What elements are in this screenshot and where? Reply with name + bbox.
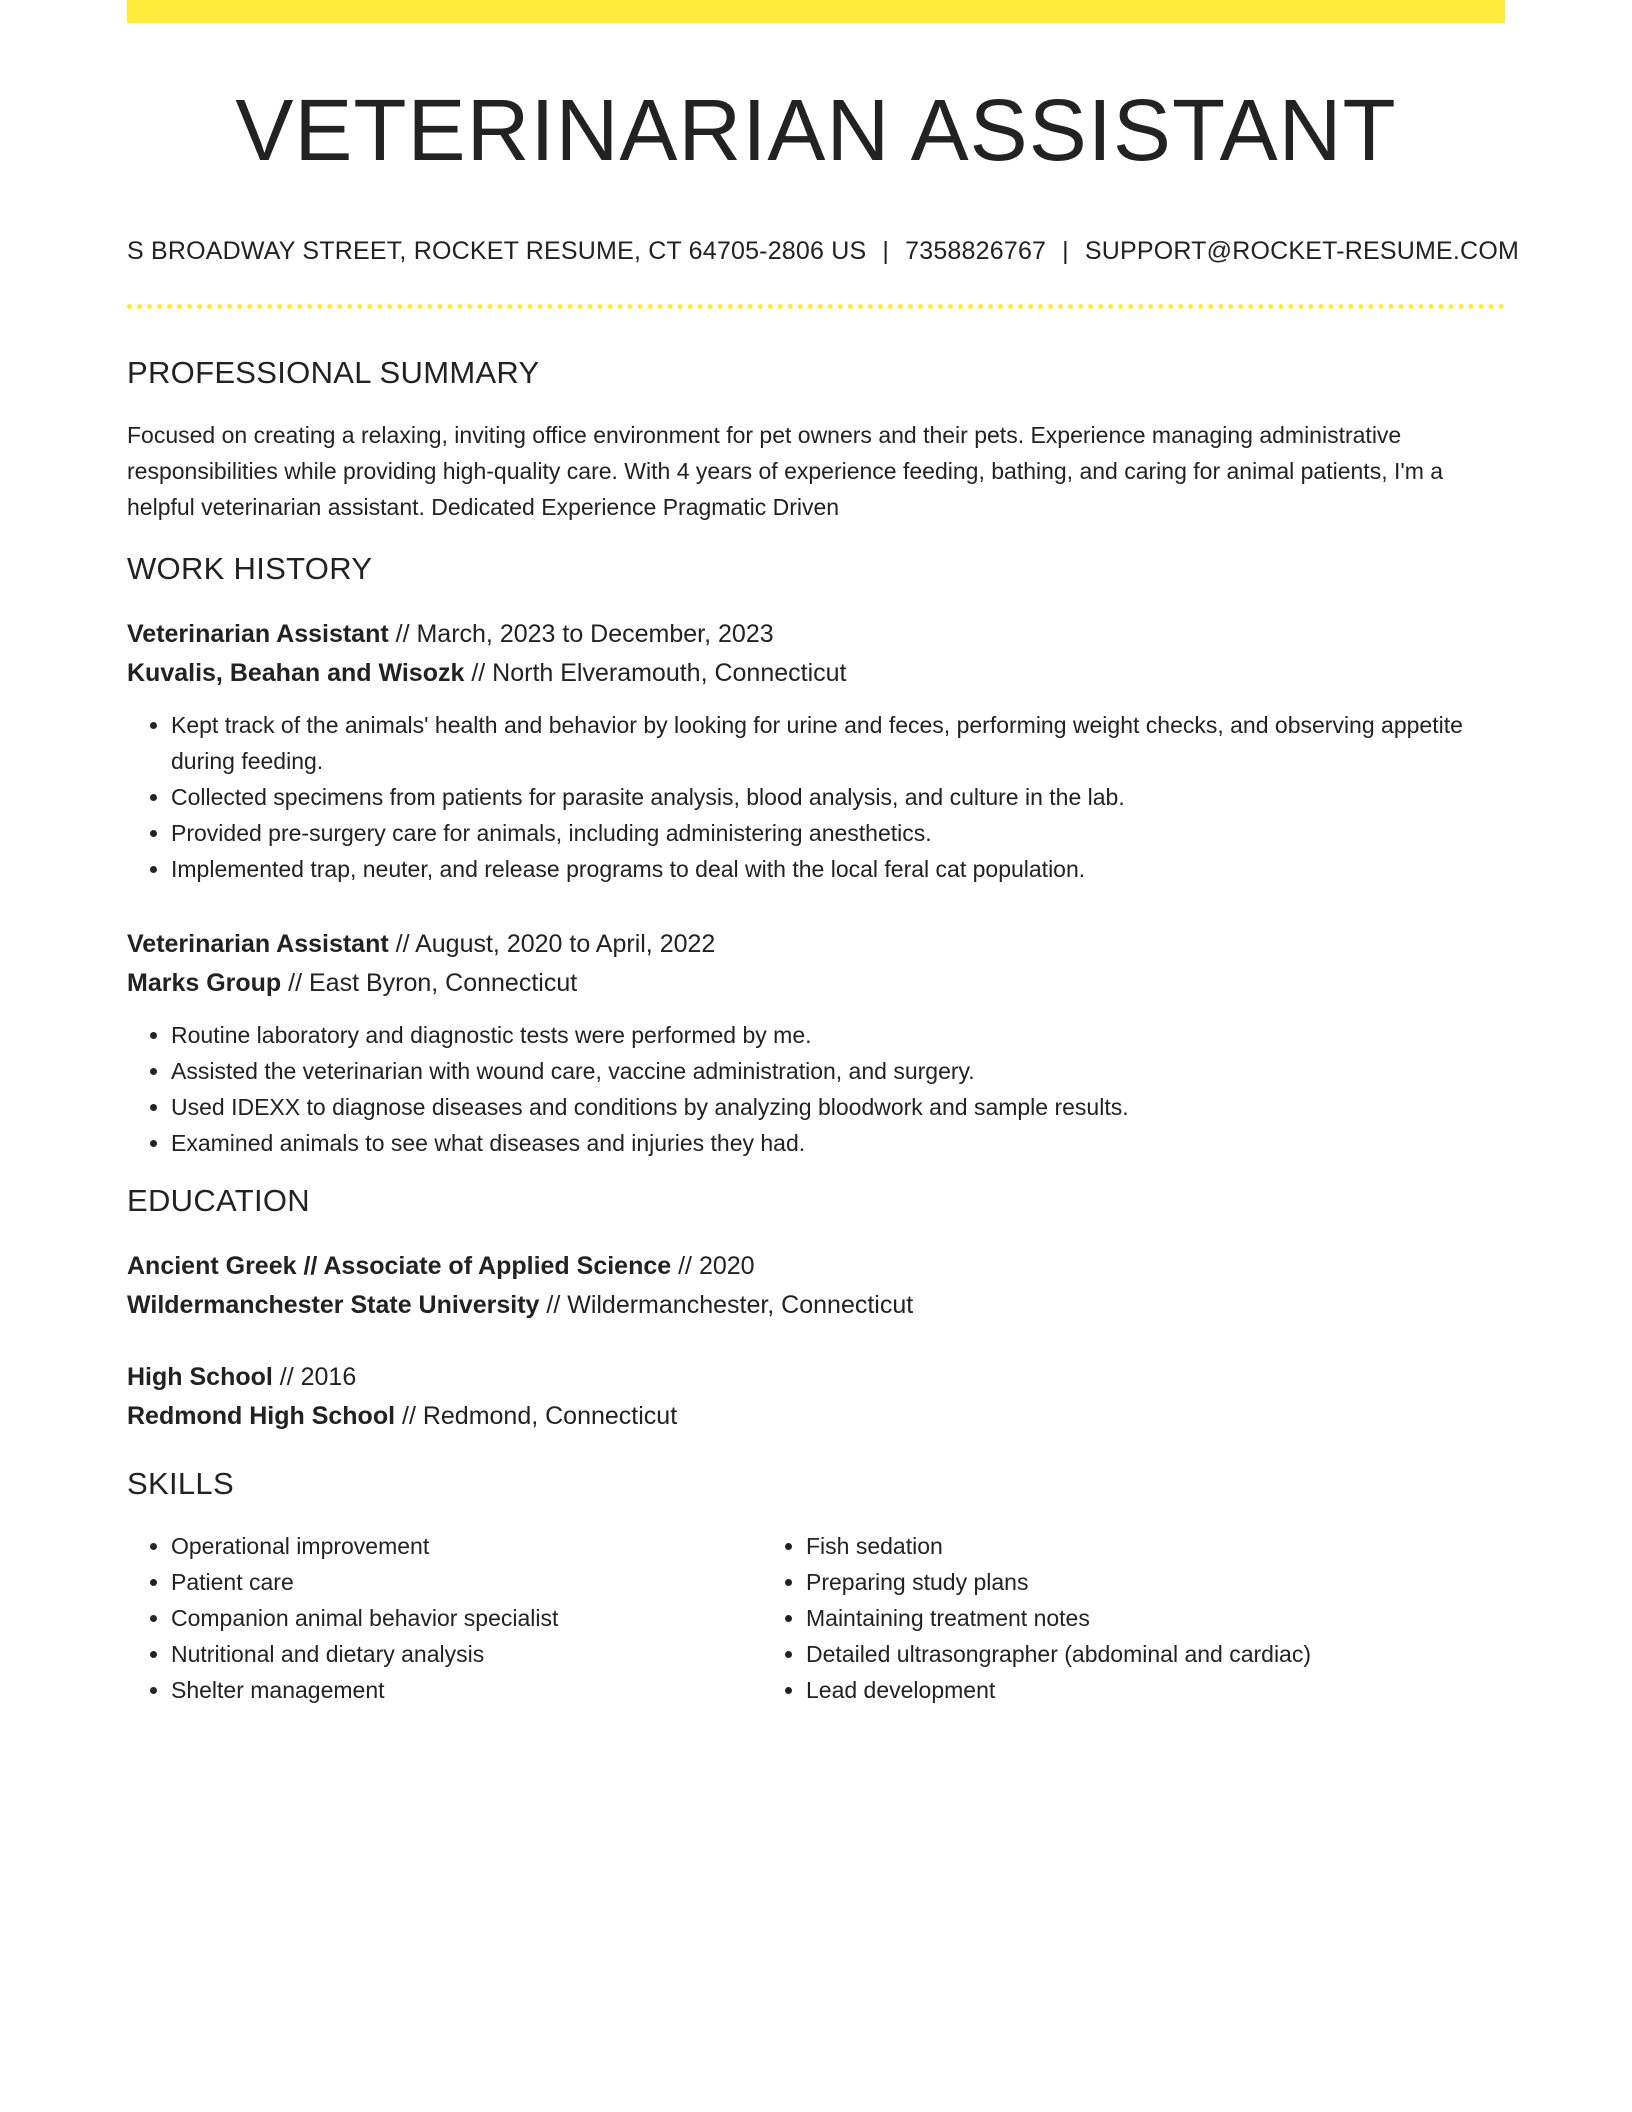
education-degree-line xyxy=(127,1358,1505,1397)
contact-phone: 7358826767 xyxy=(905,236,1047,265)
list-item: • Companion animal behavior specialist xyxy=(171,1600,762,1636)
job-location: // North Elveramouth, Connecticut xyxy=(464,658,847,687)
list-item: • Examined animals to see what diseases and injuries they had. xyxy=(171,1125,1505,1161)
job-title-line xyxy=(127,615,1505,654)
skills-left-list xyxy=(127,1528,762,1708)
education-entry xyxy=(127,1358,1505,1436)
education-year: // 2020 xyxy=(671,1251,755,1280)
education-degree: Ancient Greek // Associate of Applied Science xyxy=(127,1251,672,1280)
job-dates: // March, 2023 to December, 2023 xyxy=(388,619,774,648)
candidate-title: VETERINARIAN ASSISTANT xyxy=(235,82,1397,179)
job-entry xyxy=(127,615,1505,887)
list-item: • Maintaining treatment notes xyxy=(806,1600,1505,1636)
contact-separator: | xyxy=(1062,236,1069,265)
job-role: Veterinarian Assistant xyxy=(127,619,389,648)
education-location: // Wildermanchester, Connecticut xyxy=(539,1290,914,1319)
work-history-heading: WORK HISTORY xyxy=(127,550,373,586)
skills-columns xyxy=(127,1528,1505,1708)
list-item: • Used IDEXX to diagnose diseases and conditions by analyzing bloodwork and sample results. xyxy=(171,1089,1505,1125)
job-entry xyxy=(127,925,1505,1161)
education-school: Redmond High School xyxy=(127,1401,396,1430)
job-dates: // August, 2020 to April, 2022 xyxy=(388,929,716,958)
job-title-line xyxy=(127,925,1505,964)
education-degree: High School xyxy=(127,1362,273,1391)
resume-page xyxy=(127,0,1519,1708)
education-school-line xyxy=(127,1286,1505,1325)
education-location: // Redmond, Connecticut xyxy=(395,1401,678,1430)
list-item: • Lead development xyxy=(806,1672,1505,1708)
contact-separator: | xyxy=(882,236,890,265)
job-location: // East Byron, Connecticut xyxy=(281,968,578,997)
dotted-divider xyxy=(127,304,1505,309)
education-entry xyxy=(127,1247,1505,1325)
education-heading: EDUCATION xyxy=(127,1182,310,1218)
job-company: Kuvalis, Beahan and Wisozk xyxy=(127,658,465,687)
education-year: // 2016 xyxy=(272,1362,357,1391)
contact-line xyxy=(127,236,1519,266)
education-school-line xyxy=(127,1397,1505,1436)
list-item: • Collected specimens from patients for parasite analysis, blood analysis, and culture in the lab. xyxy=(171,779,1505,815)
job-company: Marks Group xyxy=(127,968,282,997)
contact-email: SUPPORT@ROCKET-RESUME.COM xyxy=(1084,236,1519,265)
top-accent-bar xyxy=(127,0,1505,23)
list-item: • Kept track of the animals' health and behavior by looking for urine and feces, performing weight checks, and observing appetite during feeding. xyxy=(171,707,1505,779)
list-item: • Assisted the veterinarian with wound care, vaccine administration, and surgery. xyxy=(171,1053,1505,1089)
job-role: Veterinarian Assistant xyxy=(127,929,389,958)
summary-text: Focused on creating a relaxing, inviting office environment for pet owners and their pets. Experience managing administrative responsibilities while providing high-quality care. With 4 years of experience feeding, bathing, and caring for animal patients, I'm a helpful veterinarian assistant. Dedicated Experience Pragmatic Driven xyxy=(127,421,1444,520)
skills-heading: SKILLS xyxy=(127,1465,234,1501)
job-bullets xyxy=(127,1017,1505,1161)
education-degree-line xyxy=(127,1247,1505,1286)
list-item: • Provided pre-surgery care for animals, including administering anesthetics. xyxy=(171,815,1505,851)
contact-address: S BROADWAY STREET, ROCKET RESUME, CT 64705-2806 US xyxy=(127,236,867,265)
list-item: • Detailed ultrasongrapher (abdominal and cardiac) xyxy=(806,1636,1505,1672)
list-item: • Patient care xyxy=(171,1564,762,1600)
job-bullets xyxy=(127,707,1505,887)
job-company-line xyxy=(127,654,1505,693)
skills-right-list xyxy=(762,1528,1505,1708)
list-item: • Preparing study plans xyxy=(806,1564,1505,1600)
job-company-line xyxy=(127,964,1505,1003)
education-school: Wildermanchester State University xyxy=(127,1290,540,1319)
list-item: • Fish sedation xyxy=(806,1528,1505,1564)
list-item: • Nutritional and dietary analysis xyxy=(171,1636,762,1672)
list-item: • Implemented trap, neuter, and release programs to deal with the local feral cat population. xyxy=(171,851,1505,887)
list-item: • Shelter management xyxy=(171,1672,762,1708)
summary-heading: PROFESSIONAL SUMMARY xyxy=(127,354,540,390)
list-item: • Routine laboratory and diagnostic tests were performed by me. xyxy=(171,1017,1505,1053)
list-item: • Operational improvement xyxy=(171,1528,762,1564)
